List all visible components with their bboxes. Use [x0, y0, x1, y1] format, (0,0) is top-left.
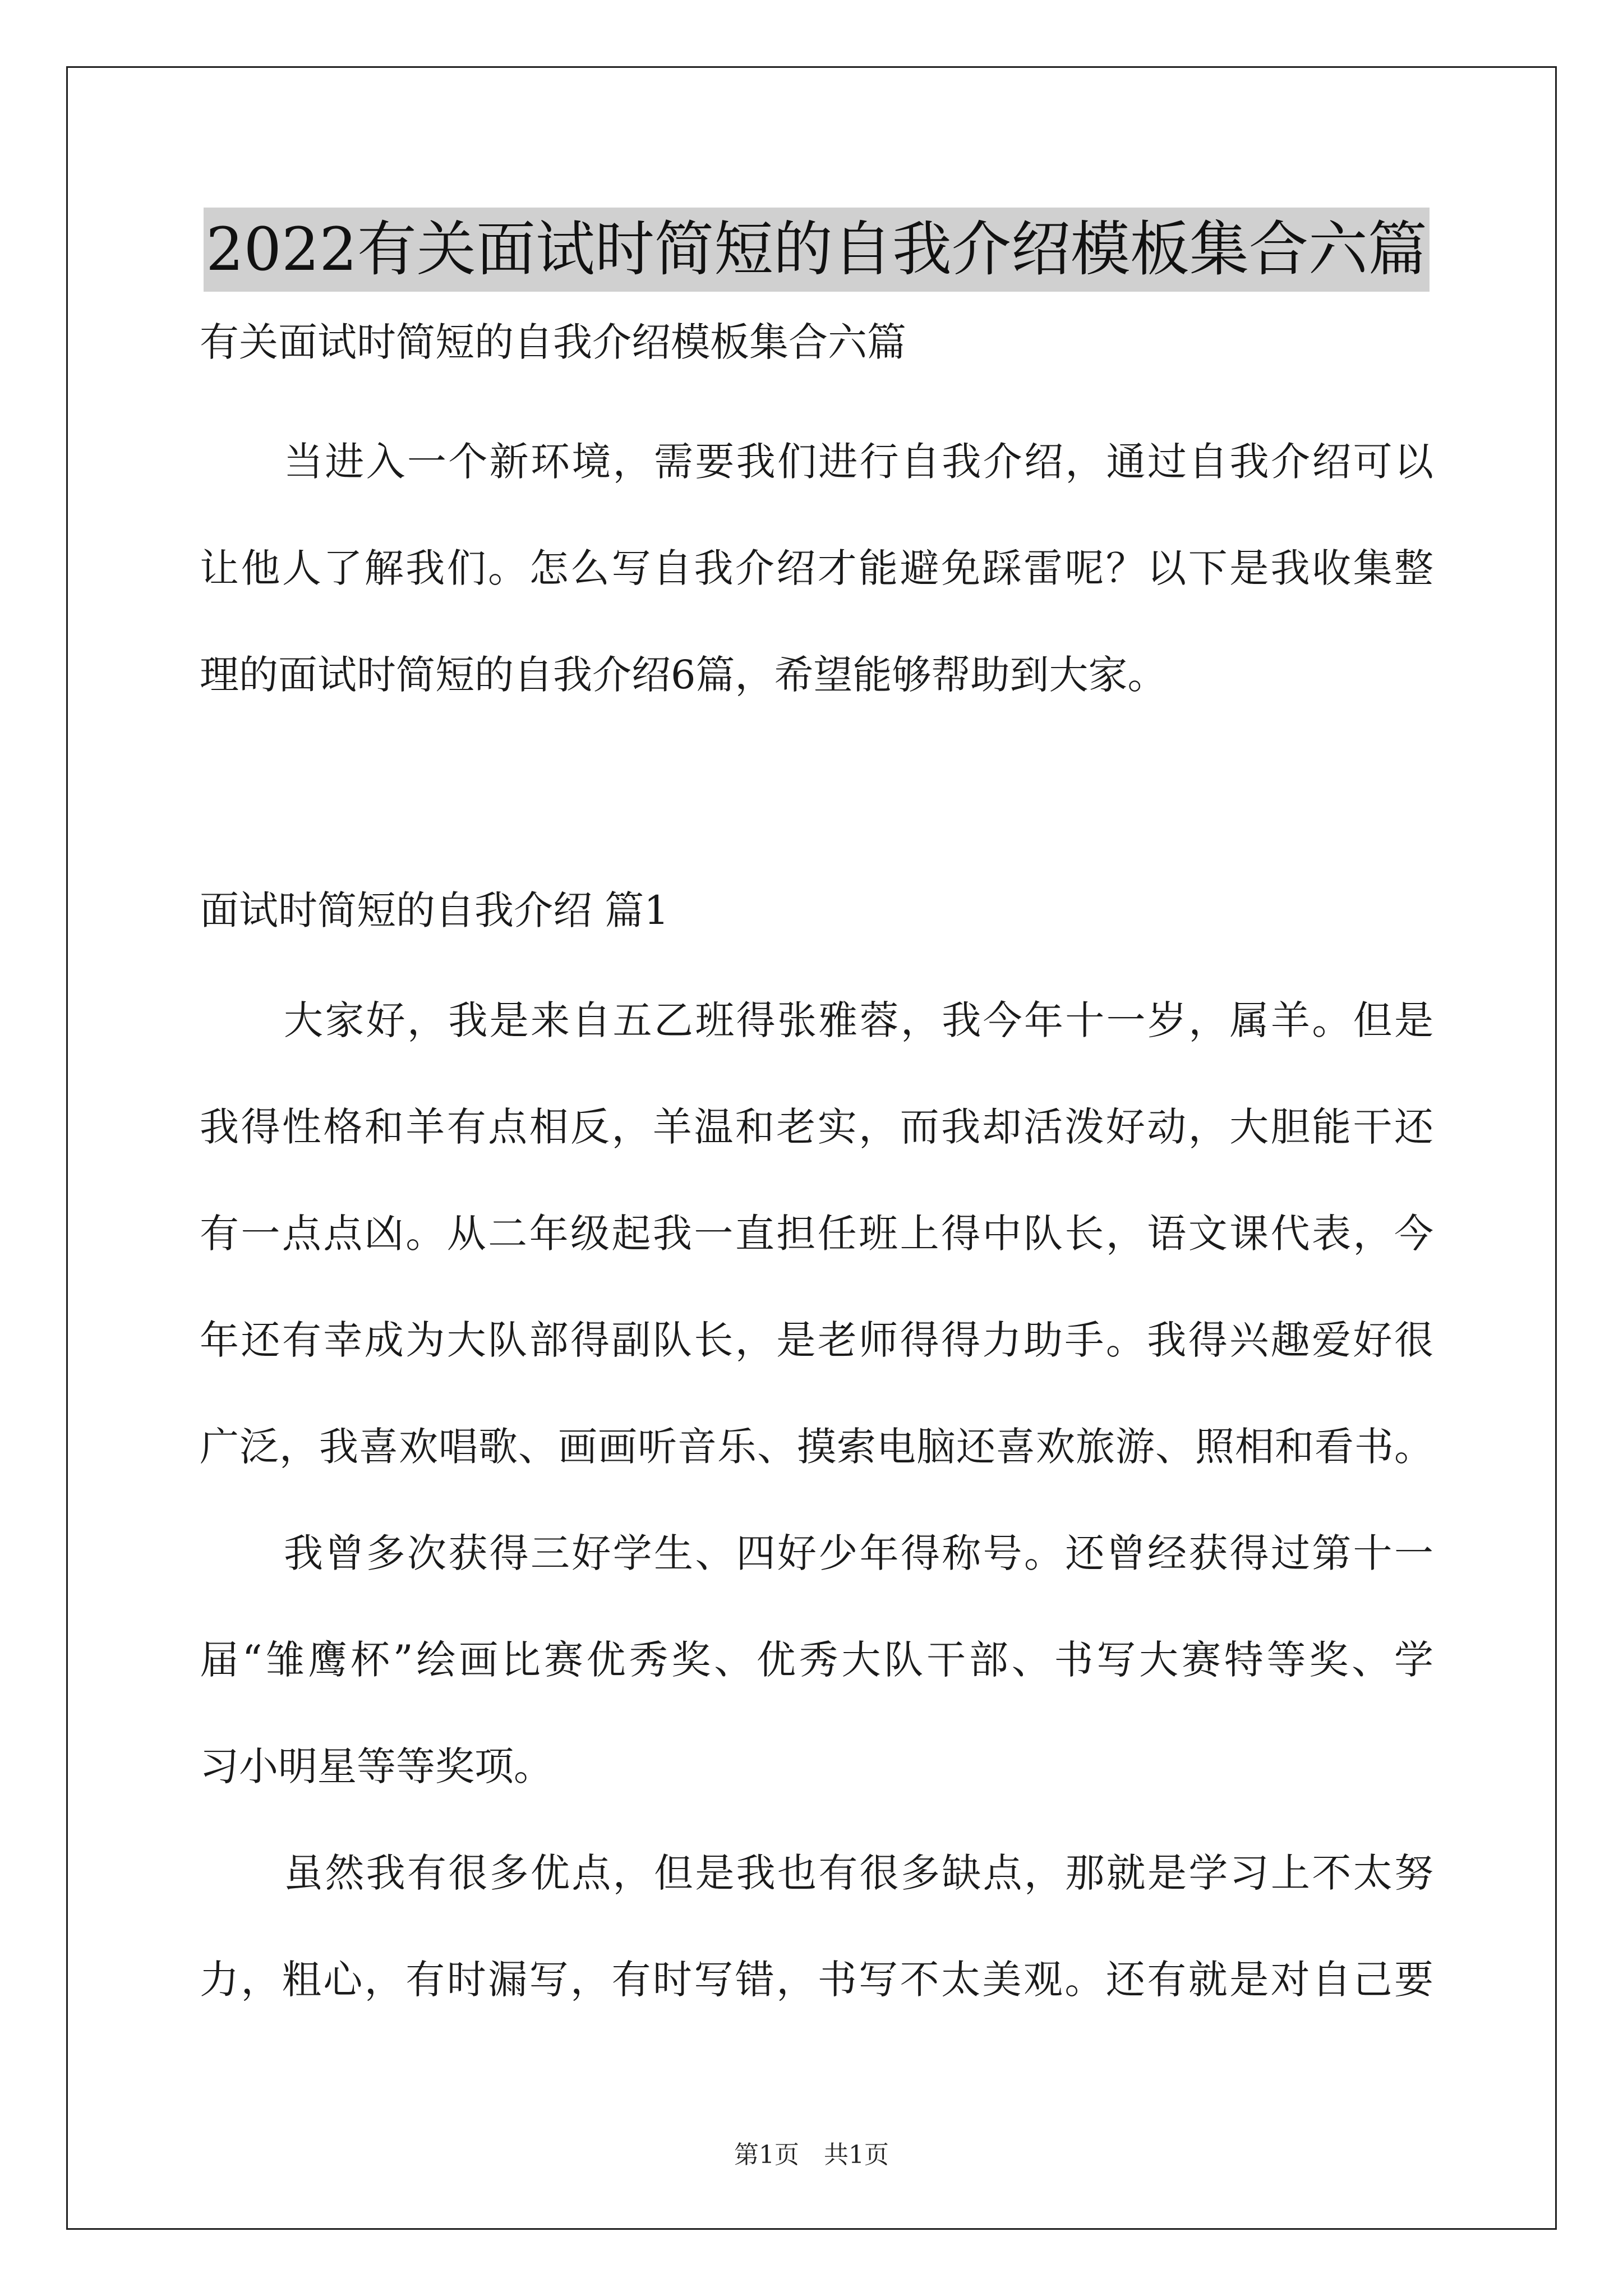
intro-line: 理的面试时简短的自我介绍6篇，希望能够帮助到大家。 [200, 652, 1167, 698]
intro-line: 让他人了解我们。怎么写自我介绍才能避免踩雷呢？以下是我收集整 [200, 545, 1433, 591]
paragraph-line: 年还有幸成为大队部得副队长，是老师得得力助手。我得兴趣爱好很 [200, 1317, 1433, 1363]
paragraph-line: 我得性格和羊有点相反，羊温和老实，而我却活泼好动，大胆能干还 [200, 1104, 1433, 1150]
paragraph-line: 广泛，我喜欢唱歌、画画听音乐、摸索电脑还喜欢旅游、照相和看书。 [200, 1424, 1433, 1470]
document-title: 2022有关面试时简短的自我介绍模板集合六篇 [204, 208, 1430, 292]
paragraph-line: 习小明星等等奖项。 [200, 1743, 553, 1789]
page-footer: 第1页 共1页 [734, 2141, 889, 2169]
document-subtitle: 有关面试时简短的自我介绍模板集合六篇 [200, 319, 906, 365]
intro-line: 当进入一个新环境，需要我们进行自我介绍，通过自我介绍可以 [284, 439, 1433, 485]
paragraph-line: 届“雏鹰杯”绘画比赛优秀奖、优秀大队干部、书写大赛特等奖、学 [200, 1637, 1433, 1683]
paragraph-line: 虽然我有很多优点，但是我也有很多缺点，那就是学习上不太努 [284, 1850, 1433, 1896]
paragraph-line: 有一点点凶。从二年级起我一直担任班上得中队长，语文课代表，今 [200, 1211, 1433, 1257]
paragraph-line: 大家好，我是来自五乙班得张雅蓉，我今年十一岁，属羊。但是 [284, 997, 1433, 1043]
section-heading: 面试时简短的自我介绍 篇1 [200, 887, 669, 933]
paragraph-line: 我曾多次获得三好学生、四好少年得称号。还曾经获得过第十一 [284, 1530, 1433, 1576]
title-wrap [200, 208, 1433, 292]
paragraph-line: 力，粗心，有时漏写，有时写错，书写不太美观。还有就是对自己要 [200, 1957, 1433, 2003]
